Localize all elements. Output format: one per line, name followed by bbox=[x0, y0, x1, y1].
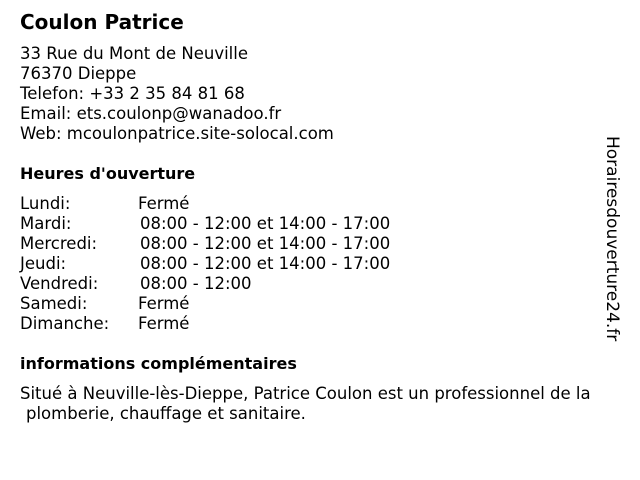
day-hours: 08:00 - 12:00 bbox=[140, 274, 252, 293]
additional-info-heading: informations complémentaires bbox=[20, 354, 297, 373]
day-hours: 08:00 - 12:00 et 14:00 - 17:00 bbox=[140, 214, 391, 233]
day-label: Lundi: bbox=[20, 194, 71, 213]
day-hours: Fermé bbox=[138, 314, 190, 333]
description-line: plomberie, chauffage et sanitaire. bbox=[26, 404, 306, 423]
site-watermark: Horairesdouverture24.fr bbox=[602, 136, 622, 342]
day-label: Dimanche: bbox=[20, 314, 110, 333]
day-label: Jeudi: bbox=[20, 254, 67, 273]
website: Web: mcoulonpatrice.site-solocal.com bbox=[20, 124, 334, 143]
day-label: Mercredi: bbox=[20, 234, 98, 253]
day-hours: Fermé bbox=[138, 294, 190, 313]
opening-hours-heading: Heures d'ouverture bbox=[20, 164, 196, 183]
day-label: Vendredi: bbox=[20, 274, 99, 293]
address-city: 76370 Dieppe bbox=[20, 64, 137, 83]
contact-block bbox=[20, 44, 334, 144]
description-line: Situé à Neuville-lès-Dieppe, Patrice Coulon est un professionnel de la bbox=[20, 384, 591, 403]
day-label: Mardi: bbox=[20, 214, 72, 233]
day-label: Samedi: bbox=[20, 294, 88, 313]
email-address: Email: ets.coulonp@wanadoo.fr bbox=[20, 104, 282, 123]
day-hours: 08:00 - 12:00 et 14:00 - 17:00 bbox=[140, 234, 391, 253]
business-description bbox=[20, 384, 628, 424]
business-name: Coulon Patrice bbox=[20, 10, 184, 34]
day-hours: Fermé bbox=[138, 194, 190, 213]
phone-number: Telefon: +33 2 35 84 81 68 bbox=[20, 84, 245, 103]
address-street: 33 Rue du Mont de Neuville bbox=[20, 44, 248, 63]
day-hours: 08:00 - 12:00 et 14:00 - 17:00 bbox=[140, 254, 391, 273]
